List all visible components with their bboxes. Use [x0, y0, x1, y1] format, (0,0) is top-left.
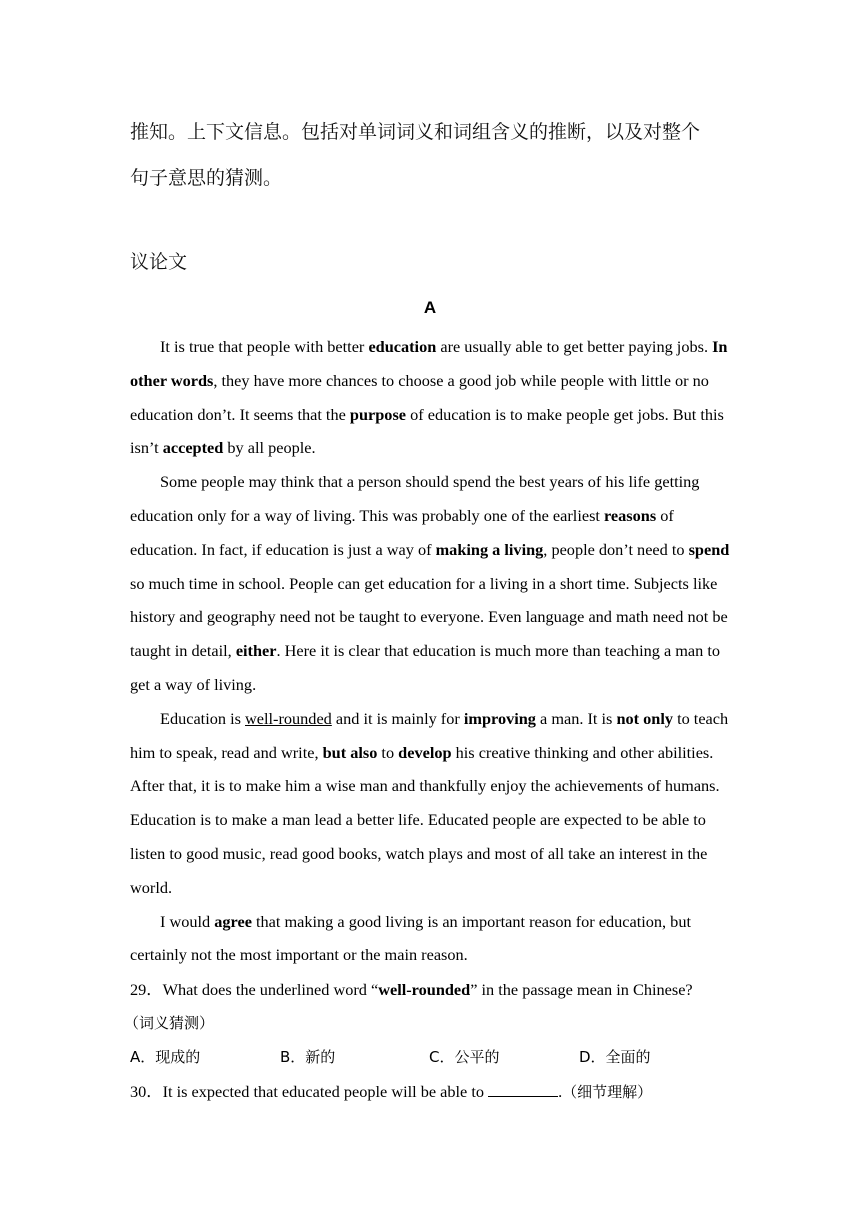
answer-blank[interactable]: [488, 1082, 558, 1097]
bold-term: improving: [463, 708, 536, 728]
passage-text: Some people may think that a person should spend the best years of his life getting education only for a way of living. This was probably one of the earliest: [130, 472, 700, 525]
question-text: .: [558, 1081, 563, 1101]
intro-line: 推知。上下文信息。包括对单词词义和词组含义的推断，以及对整个: [130, 121, 701, 143]
passage-text: to teach him to speak, read and write,: [130, 708, 729, 762]
passage-text: that making a good living is an important reason for education, but certainly not the most important or the main reason.: [130, 911, 691, 965]
bold-term: but also: [322, 742, 378, 762]
bold-term: not only: [616, 708, 673, 728]
question-number: 29．: [130, 980, 163, 999]
passage-text: of education is to make people get jobs. But this isn’t: [130, 404, 724, 458]
bold-term: agree: [214, 911, 252, 931]
question-tag: （词义猜测）: [124, 1013, 215, 1032]
passage-text: his creative thinking and other abilities. After that, it is to make him a wise man and thankfully enjoy the achievements of humans. Education is to make a man lead a better life. Educated people are expected to be able to listen to good music, read good books, watch plays and most of all take an interest in the world.: [130, 742, 720, 897]
passage-text: a man. It is: [535, 708, 617, 728]
underlined-term: well-rounded: [245, 708, 332, 728]
option-b[interactable]: B．新的: [280, 1047, 336, 1066]
bold-term: In other words: [130, 337, 728, 390]
passage-text: are usually able to get better paying jobs.: [436, 337, 713, 356]
passage-text: of education. In fact, if education is just a way of: [130, 505, 674, 559]
passage-body: [130, 330, 735, 972]
question-keyword: well-rounded: [378, 980, 471, 999]
passage-text: I would: [160, 911, 215, 931]
passage-text: , they have more chances to choose a good job while people with little or no education don’t. It seems that the: [130, 370, 709, 424]
question-29: [130, 973, 740, 1007]
passage-text: Education is: [160, 708, 246, 728]
passage-text: by all people.: [223, 438, 316, 458]
bold-term: either: [235, 641, 277, 661]
bold-term: reasons: [604, 505, 657, 525]
bold-term: purpose: [349, 404, 407, 424]
passage-paragraph: [130, 905, 735, 973]
bold-term: education: [368, 337, 437, 356]
intro-paragraph: [130, 109, 740, 201]
passage-text: so much time in school. People can get education for a living in a short time. Subjects like history and geography need not be taught to everyone. Even language and math need not be taught in detail,: [130, 573, 728, 661]
option-a[interactable]: A．现成的: [130, 1047, 201, 1066]
bold-term: spend: [688, 539, 730, 559]
bold-term: develop: [398, 742, 452, 762]
option-d[interactable]: D．全面的: [579, 1047, 651, 1066]
passage-letter: A: [423, 298, 437, 317]
option-c[interactable]: C．公平的: [429, 1047, 500, 1066]
passage-text: , people don’t need to: [543, 539, 689, 559]
passage-paragraph: [130, 465, 735, 702]
bold-term: making a living: [435, 539, 544, 559]
passage-text: . Here it is clear that education is much more than teaching a man to get a way of living.: [130, 641, 721, 694]
question-30: [130, 1075, 740, 1110]
question-text: ” in the passage mean in Chinese?: [470, 980, 693, 999]
passage-text: and it is mainly for: [331, 708, 464, 728]
passage-paragraph: [130, 330, 735, 465]
intro-line: 句子意思的猜测。: [130, 167, 283, 189]
question-text: It is expected that educated people will be able to: [162, 1081, 489, 1101]
passage-paragraph: [130, 702, 735, 905]
section-heading: 议论文: [130, 251, 188, 273]
bold-term: accepted: [162, 438, 224, 458]
question-tag: （细节理解）: [562, 1082, 653, 1101]
question-number: 30．: [130, 1081, 163, 1101]
question-block: [124, 973, 740, 1109]
answer-options: [130, 1041, 740, 1075]
passage-text: It is true that people with better: [160, 337, 369, 356]
question-text: What does the underlined word “: [162, 980, 379, 999]
passage-text: to: [377, 742, 399, 762]
